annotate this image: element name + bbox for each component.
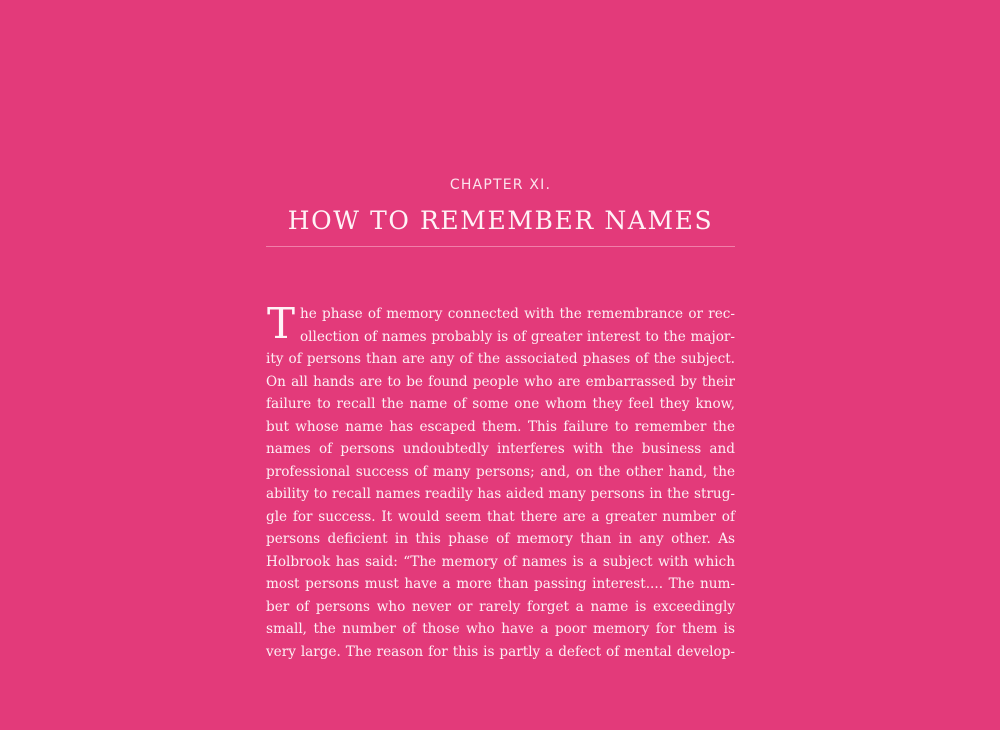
text-line: he phase of memory connected with the remembrance or rec- — [300, 306, 735, 322]
text-line: small, the number of those who have a poor memory for them is — [266, 621, 735, 637]
drop-cap: T — [267, 299, 296, 348]
text-line: failure to recall the name of some one whom they feel they know, — [266, 396, 735, 412]
text-line: professional success of many persons; and, on the other hand, the — [266, 463, 735, 480]
text-line: most persons must have a more than passing interest.... The num- — [266, 576, 735, 592]
text-line: persons deficient in this phase of memory than in any other. As — [266, 531, 735, 547]
chapter-body-paragraph — [266, 299, 735, 663]
text-line: names of persons undoubtedly interferes with the business and — [266, 441, 735, 457]
text-line: gle for success. It would seem that there are a greater number of — [266, 508, 735, 525]
text-line: very large. The reason for this is partly a defect of mental develop- — [266, 643, 735, 660]
chapter-title: HOW TO REMEMBER NAMES — [287, 206, 714, 235]
title-divider — [266, 246, 735, 247]
text-line: Holbrook has said: “The memory of names is a subject with which — [266, 553, 735, 570]
text-line: ity of persons than are any of the associated phases of the subject. — [266, 351, 735, 367]
text-line: ber of persons who never or rarely forget a name is exceedingly — [266, 598, 735, 615]
chapter-label: CHAPTER XI. — [449, 177, 552, 193]
text-line: but whose name has escaped them. This failure to remember the — [266, 418, 735, 435]
text-line: On all hands are to be found people who are embarrassed by their — [266, 373, 735, 390]
text-line: ollection of names probably is of greater interest to the major- — [300, 328, 735, 345]
text-line: ability to recall names readily has aided many persons in the strug- — [266, 486, 735, 502]
